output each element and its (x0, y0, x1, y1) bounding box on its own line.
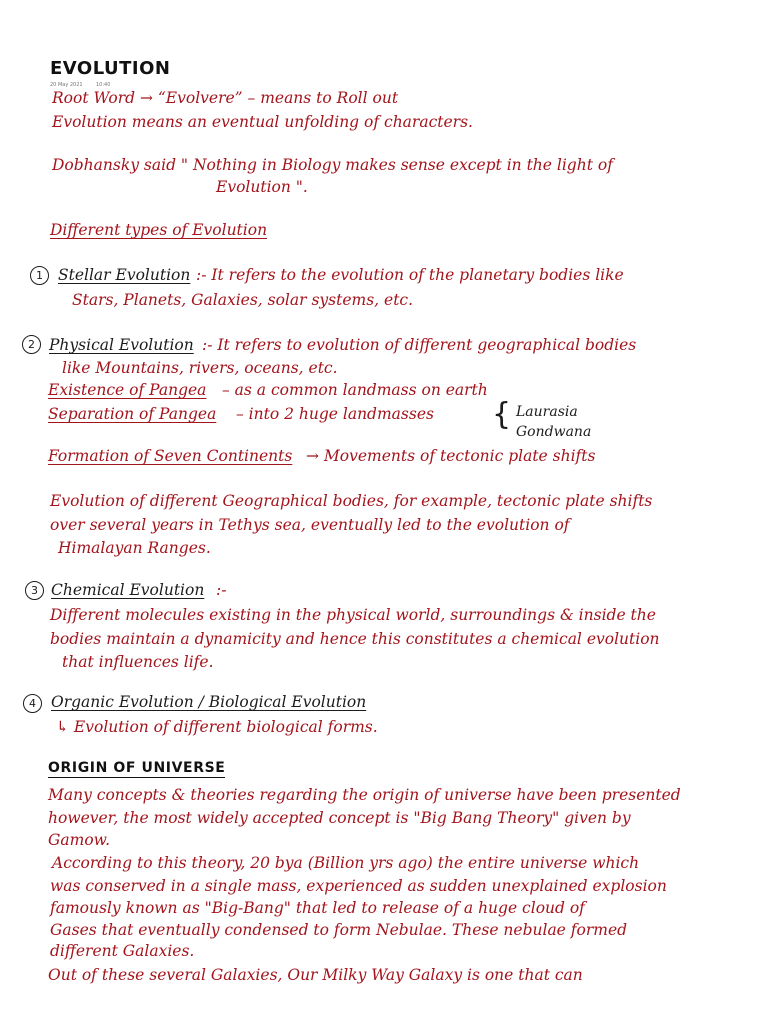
chemical-evolution-sep: :- (216, 581, 227, 599)
origin-line-5: was conserved in a single mass, experienced as sudden unexplained explosion (50, 877, 667, 895)
physical-paragraph-line-3: Himalayan Ranges. (58, 539, 211, 557)
origin-line-6: famously known as "Big-Bang" that led to release of a huge cloud of (50, 899, 585, 917)
physical-evolution-examples: like Mountains, rivers, oceans, etc. (62, 359, 338, 377)
number-badge-2: 2 (22, 335, 41, 354)
origin-line-9: Out of these several Galaxies, Our Milky Way Galaxy is one that can (48, 966, 583, 984)
chemical-paragraph-line-2: bodies maintain a dynamicity and hence this constitutes a chemical evolution (50, 630, 660, 648)
stellar-evolution-examples: Stars, Planets, Galaxies, solar systems, etc. (72, 291, 414, 309)
number-badge-4: 4 (23, 694, 42, 713)
note-date: 20 May 2021 (50, 82, 83, 88)
physical-evolution-desc: :- It refers to evolution of different geographical bodies (202, 336, 637, 354)
seven-continents-text: → Movements of tectonic plate shifts (306, 447, 596, 465)
dobhansky-line-1: Dobhansky said " Nothing in Biology makes sense except in the light of (52, 156, 613, 174)
origin-line-4: According to this theory, 20 bya (Billion yrs ago) the entire universe which (52, 854, 640, 872)
landmass-gondwana: Gondwana (516, 424, 592, 440)
origin-line-8: different Galaxies. (50, 942, 195, 960)
origin-line-2: however, the most widely accepted concept is "Big Bang Theory" given by (48, 809, 631, 827)
page-title: EVOLUTION (50, 58, 171, 79)
stellar-evolution-desc: :- It refers to the evolution of the planetary bodies like (196, 266, 624, 284)
physical-evolution-heading: Physical Evolution (49, 336, 194, 354)
pangea-separation-text: – into 2 huge landmasses (236, 405, 434, 423)
root-word-line: Root Word → “Evolvere” – means to Roll out (52, 89, 399, 107)
note-time: 10:40 (96, 82, 111, 88)
pangea-existence-label: Existence of Pangea (48, 381, 207, 399)
stellar-evolution-heading: Stellar Evolution (58, 266, 191, 284)
origin-heading: ORIGIN OF UNIVERSE (48, 760, 226, 776)
origin-line-1: Many concepts & theories regarding the origin of universe have been presented (48, 786, 681, 804)
landmass-laurasia: Laurasia (516, 404, 578, 420)
definition-line: Evolution means an eventual unfolding of characters. (52, 113, 473, 131)
dobhansky-line-2: Evolution ". (216, 178, 308, 196)
landmass-brace: { (492, 397, 512, 432)
origin-line-7: Gases that eventually condensed to form Nebulae. These nebulae formed (50, 921, 628, 939)
physical-paragraph-line-1: Evolution of different Geographical bodies, for example, tectonic plate shifts (50, 492, 653, 510)
number-badge-3: 3 (25, 581, 44, 600)
organic-evolution-heading: Organic Evolution / Biological Evolution (51, 693, 367, 711)
seven-continents-label: Formation of Seven Continents (48, 447, 293, 465)
chemical-paragraph-line-3: that influences life. (62, 653, 214, 671)
pangea-separation-label: Separation of Pangea (48, 405, 217, 423)
origin-line-3: Gamow. (48, 831, 111, 849)
pangea-existence-text: – as a common landmass on earth (222, 381, 488, 399)
number-badge-1: 1 (30, 266, 49, 285)
chemical-paragraph-line-1: Different molecules existing in the physical world, surroundings & inside the (50, 606, 656, 624)
chemical-evolution-heading: Chemical Evolution (51, 581, 205, 599)
types-heading: Different types of Evolution (50, 221, 268, 239)
organic-evolution-desc: ↳ Evolution of different biological forms. (56, 718, 378, 736)
physical-paragraph-line-2: over several years in Tethys sea, eventually led to the evolution of (50, 516, 570, 534)
